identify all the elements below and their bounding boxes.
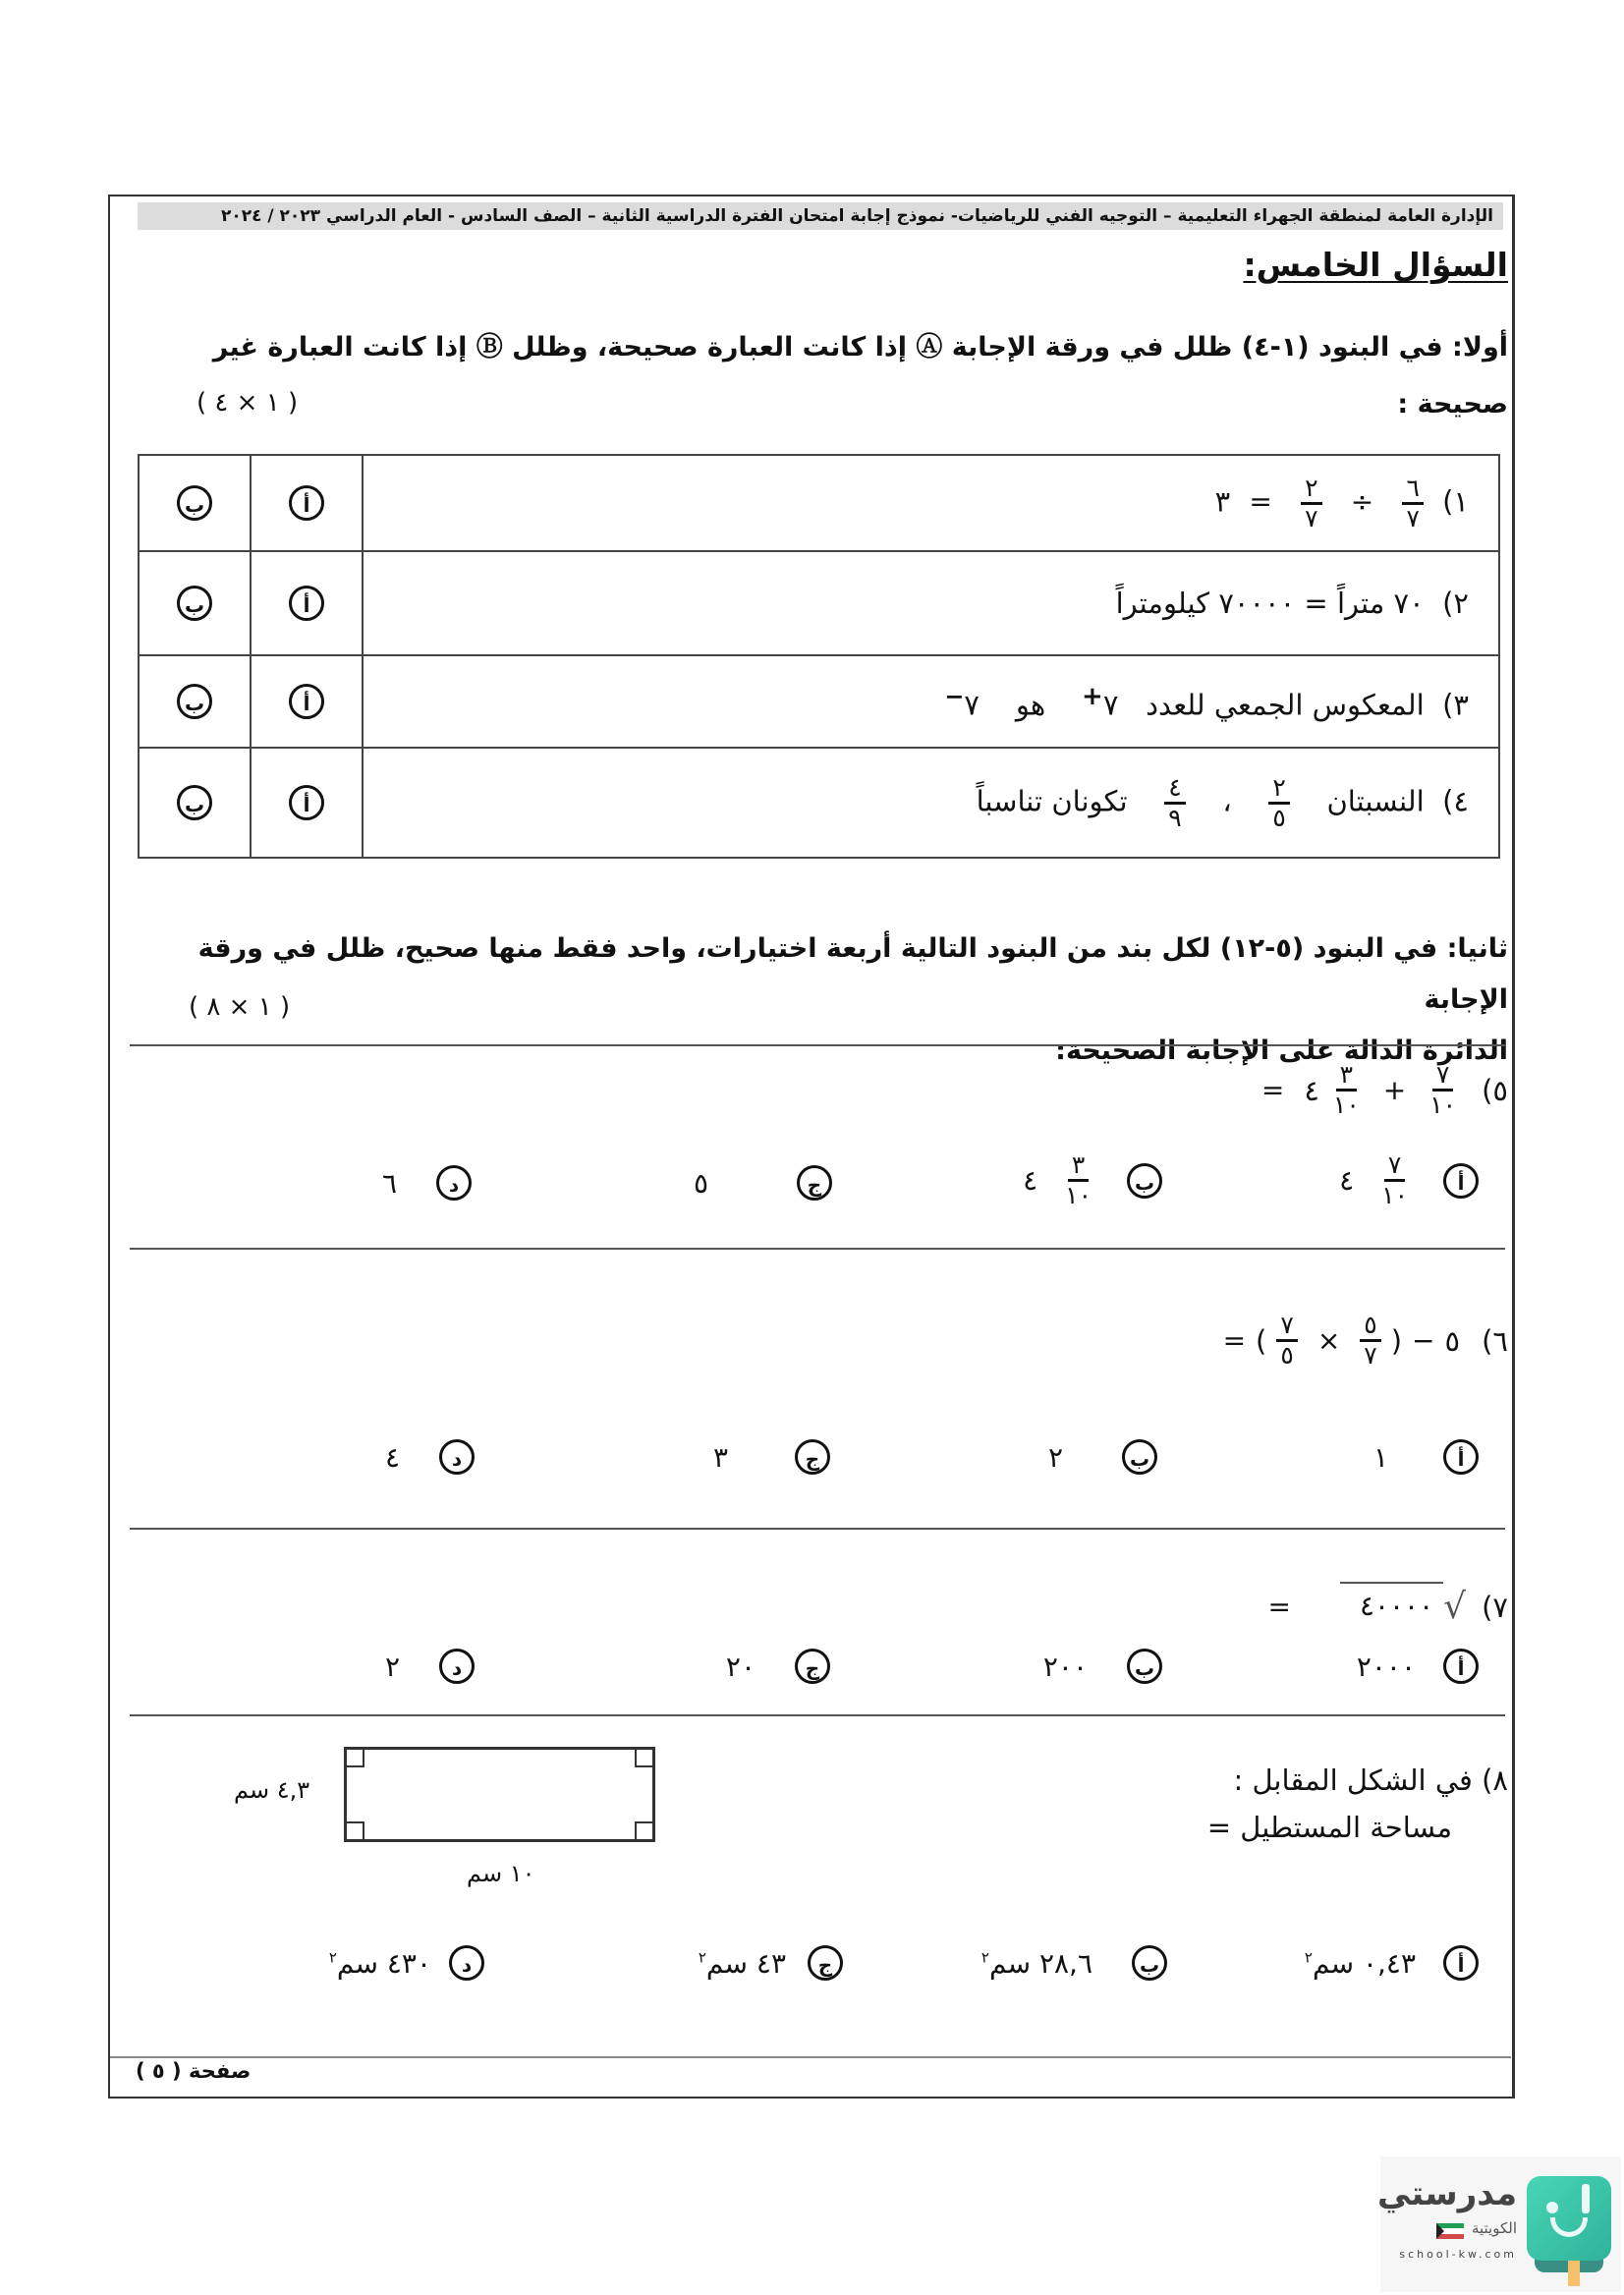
option-value: ٢٨,٦ سم$^٢$ (980, 1946, 1092, 1980)
part2-marks: ( ١ × ٨ ) (189, 992, 291, 1022)
bubble-a-option[interactable]: أ (1443, 1649, 1479, 1684)
q8-option-c[interactable] (699, 1945, 843, 1981)
fraction: $\frac{٧}{١٠}$ (1381, 1150, 1408, 1209)
bubble-b-option[interactable]: ب (177, 586, 212, 621)
smiley-book-icon (1527, 2176, 1611, 2261)
result-value: ٣ (1214, 484, 1231, 518)
statement-2 (363, 551, 1499, 655)
bubble-a-option[interactable]: أ (289, 485, 324, 521)
school-kw-logo (1377, 2156, 1621, 2292)
divider (130, 1528, 1505, 1530)
right-angle-marker (635, 1750, 652, 1767)
item-number: ٦) (1482, 1323, 1508, 1358)
option-value: ٢٠٠٠ (1356, 1650, 1416, 1683)
option-value: ٦ (381, 1166, 397, 1200)
question-7 (1258, 1587, 1508, 1627)
bubble-a-option[interactable]: أ (1443, 1163, 1479, 1199)
bubble-b-option[interactable]: ب (177, 485, 212, 521)
option-value: ٤ (384, 1440, 400, 1474)
statement-text: تكونان تناسباً (976, 784, 1128, 817)
part2-instruction (113, 924, 1508, 1077)
q6-option-d[interactable] (385, 1439, 475, 1475)
right-angle-marker (347, 1821, 364, 1839)
q6-option-c[interactable] (713, 1439, 830, 1475)
statement-text: ٧٠ متراً = ٧٠٠٠٠ كيلومتراً (1115, 587, 1425, 620)
option-value: ٣ (712, 1440, 728, 1474)
minus-sign: − (944, 682, 965, 710)
option-value: ٢ (1047, 1440, 1063, 1474)
fraction: $\frac{٣}{١٠}$ (1065, 1150, 1092, 1209)
option-value: ٥ (693, 1166, 708, 1200)
option-value: ٤٣ سم$^٢$ (698, 1946, 786, 1980)
item-number: ٨) (1482, 1763, 1508, 1797)
rectangle-diagram (344, 1747, 655, 1842)
option-value: ٢٠ (725, 1650, 756, 1683)
fraction: $\frac{٧}{٥}$ (1276, 1312, 1297, 1370)
q5-option-a[interactable] (1339, 1151, 1479, 1209)
value: ٧ (964, 688, 980, 722)
bubble-d-option[interactable]: د (439, 1649, 475, 1684)
statement-text: هو (1015, 688, 1046, 722)
exam-header-banner: الإدارة العامة لمنطقة الجهراء التعليمية – التوجيه الفني للرياضيات- نموذج إجابة امتحان الفترة الدراسية الثانية – الصف السادس - العام الدراسي ٢٠٢٣ / ٢٠٢٤ (138, 202, 1503, 230)
part1-instruction (113, 319, 1508, 433)
part2-instruction-line1: ثانيا: في البنود (٥-١٢) لكل بند من البنود التالية أربعة اختيارات، واحد فقط منها صحيح، ظلل في ورقة الإجابة (197, 933, 1508, 1015)
rectangle-width-label: ١٠ سم (467, 1860, 535, 1887)
logo-subtitle: الكويتية (1471, 2219, 1517, 2237)
kuwait-flag-icon (1436, 2223, 1464, 2239)
bubble-a-option[interactable]: أ (289, 684, 324, 719)
bubble-c-option[interactable]: ج (795, 1649, 830, 1684)
section-title: السؤال الخامس: (1243, 246, 1508, 284)
bubble-b-option[interactable]: ب (1127, 1649, 1162, 1684)
plus-operator: + (1382, 1074, 1407, 1106)
item-number: ٤) (1442, 784, 1469, 817)
bubble-d-option[interactable]: د (436, 1165, 472, 1201)
item-number: ١) (1442, 484, 1469, 518)
statement-3 (363, 655, 1499, 748)
footer-divider (110, 2056, 1511, 2058)
whole-number: ٤ (1304, 1073, 1319, 1107)
bubble-a-option[interactable]: أ (289, 785, 324, 820)
part2-instruction-line2: الدائرة الدالة على الإجابة الصحيحة: (1055, 1036, 1508, 1066)
option-value: ٢٠٠ (1042, 1650, 1088, 1683)
fraction: $\frac{٥}{٧}$ (1360, 1312, 1380, 1370)
divider (130, 1044, 1505, 1046)
table-row (139, 551, 1499, 655)
fraction: $\frac{٣}{١٠}$ (1332, 1060, 1360, 1119)
plus-sign: + (1082, 681, 1103, 711)
question-6: ٦) ٥ − ( $\frac{٥}{٧}$ × $\frac{٧}{٥}$ ) = (1222, 1311, 1508, 1370)
bookmark-icon (1568, 2259, 1580, 2286)
table-row (139, 455, 1499, 551)
item-number: ٣) (1442, 688, 1469, 722)
square-root-expression (1340, 1587, 1466, 1627)
lead-number: ٥ (1444, 1323, 1461, 1358)
option-value: ٤٣٠ سم$^٢$ (328, 1946, 431, 1980)
bubble-d-option[interactable]: د (449, 1945, 484, 1981)
q5-option-c[interactable] (694, 1165, 832, 1201)
statement-text: النسبتان (1326, 784, 1425, 817)
statement-1 (363, 455, 1499, 551)
q7-option-b[interactable] (1043, 1649, 1162, 1684)
bubble-d-option[interactable]: د (439, 1439, 475, 1475)
q6-option-b[interactable] (1048, 1439, 1157, 1475)
question-text: مساحة المستطيل = (1206, 1811, 1452, 1844)
question-8-line1 (1233, 1763, 1508, 1797)
part1-marks: ( ١ × ٤ ) (196, 388, 299, 418)
radical-icon: √ (1443, 1587, 1467, 1627)
equals-sign: = (1249, 485, 1272, 518)
right-angle-marker (635, 1821, 652, 1839)
q7-option-d[interactable] (385, 1649, 475, 1684)
part1-instruction-line2: صحيحة : (1397, 389, 1508, 420)
q5-option-b[interactable] (1023, 1151, 1162, 1209)
bubble-a-option[interactable]: أ (1443, 1945, 1479, 1981)
page-number: صفحة ( ٥ ) (136, 2059, 252, 2083)
comma: ، (1222, 784, 1232, 817)
whole-number: ٤ (1023, 1164, 1038, 1197)
table-row (139, 655, 1499, 748)
bubble-c-option[interactable]: ج (808, 1945, 843, 1981)
bubble-b-option[interactable]: ب (1132, 1945, 1167, 1981)
equals-sign: = (1222, 1324, 1247, 1357)
q8-option-a[interactable] (1305, 1945, 1479, 1981)
value: ٧ (1102, 688, 1119, 722)
logo-name: مدرستي (1377, 2174, 1517, 2213)
statement-text: المعكوس الجمعي للعدد (1146, 688, 1425, 722)
bubble-c-option[interactable]: ج (797, 1165, 832, 1201)
fraction: $\frac{٦}{٧}$ (1402, 475, 1423, 532)
divider (130, 1714, 1505, 1716)
bubble-a-option[interactable]: أ (289, 586, 324, 621)
equals-sign: = (1260, 1074, 1285, 1106)
rectangle-height-label: ٤,٣ سم (234, 1776, 310, 1804)
fraction: $\frac{٤}{٩}$ (1164, 774, 1185, 832)
option-value: ١ (1372, 1440, 1388, 1474)
divide-operator: ÷ (1350, 485, 1374, 518)
part1-instruction-line1: أولا: في البنود (١-٤) ظلل في ورقة الإجابة Ⓐ إذا كانت العبارة صحيحة، وظلل Ⓑ إذا كانت العبارة غير (212, 332, 1508, 363)
item-number: ٥) (1482, 1073, 1508, 1107)
fraction: $\frac{٢}{٥}$ (1268, 774, 1289, 832)
fraction: $\frac{٧}{١٠}$ (1429, 1060, 1457, 1119)
item-number: ٧) (1482, 1590, 1508, 1624)
q5-option-d[interactable] (382, 1165, 472, 1201)
q7-option-c[interactable] (726, 1649, 830, 1684)
q7-option-a[interactable] (1357, 1649, 1479, 1684)
minus-operator: − (1412, 1324, 1435, 1357)
question-text: في الشكل المقابل : (1233, 1763, 1473, 1797)
bubble-b-option[interactable]: ب (1122, 1439, 1157, 1475)
q8-option-b[interactable] (981, 1945, 1167, 1981)
fraction: $\frac{٢}{٧}$ (1301, 475, 1321, 532)
question-8-line2 (1207, 1811, 1452, 1844)
right-angle-marker (347, 1750, 364, 1767)
q8-option-d[interactable] (329, 1945, 484, 1981)
table-row (139, 748, 1499, 858)
bubble-a-option[interactable]: أ (1443, 1439, 1479, 1475)
true-false-table (138, 454, 1500, 859)
radicand: ٤٠٠٠٠ (1340, 1582, 1443, 1622)
whole-number: ٤ (1339, 1164, 1355, 1197)
logo-url: school-kw.com (1399, 2248, 1517, 2261)
question-5 (1252, 1061, 1508, 1119)
option-value: ٠,٤٣ سم$^٢$ (1304, 1946, 1416, 1980)
statement-4 (363, 748, 1499, 858)
bubble-b-option[interactable]: ب (1127, 1163, 1162, 1199)
bubble-c-option[interactable]: ج (795, 1439, 830, 1475)
multiply-operator: × (1316, 1324, 1341, 1357)
equals-sign: = (1267, 1591, 1291, 1623)
item-number: ٢) (1442, 587, 1469, 620)
divider (130, 1248, 1505, 1250)
q6-option-a[interactable] (1373, 1439, 1479, 1475)
option-value: ٢ (384, 1650, 400, 1683)
bubble-b-option[interactable]: ب (177, 785, 212, 820)
bubble-b-option[interactable]: ب (177, 684, 212, 719)
